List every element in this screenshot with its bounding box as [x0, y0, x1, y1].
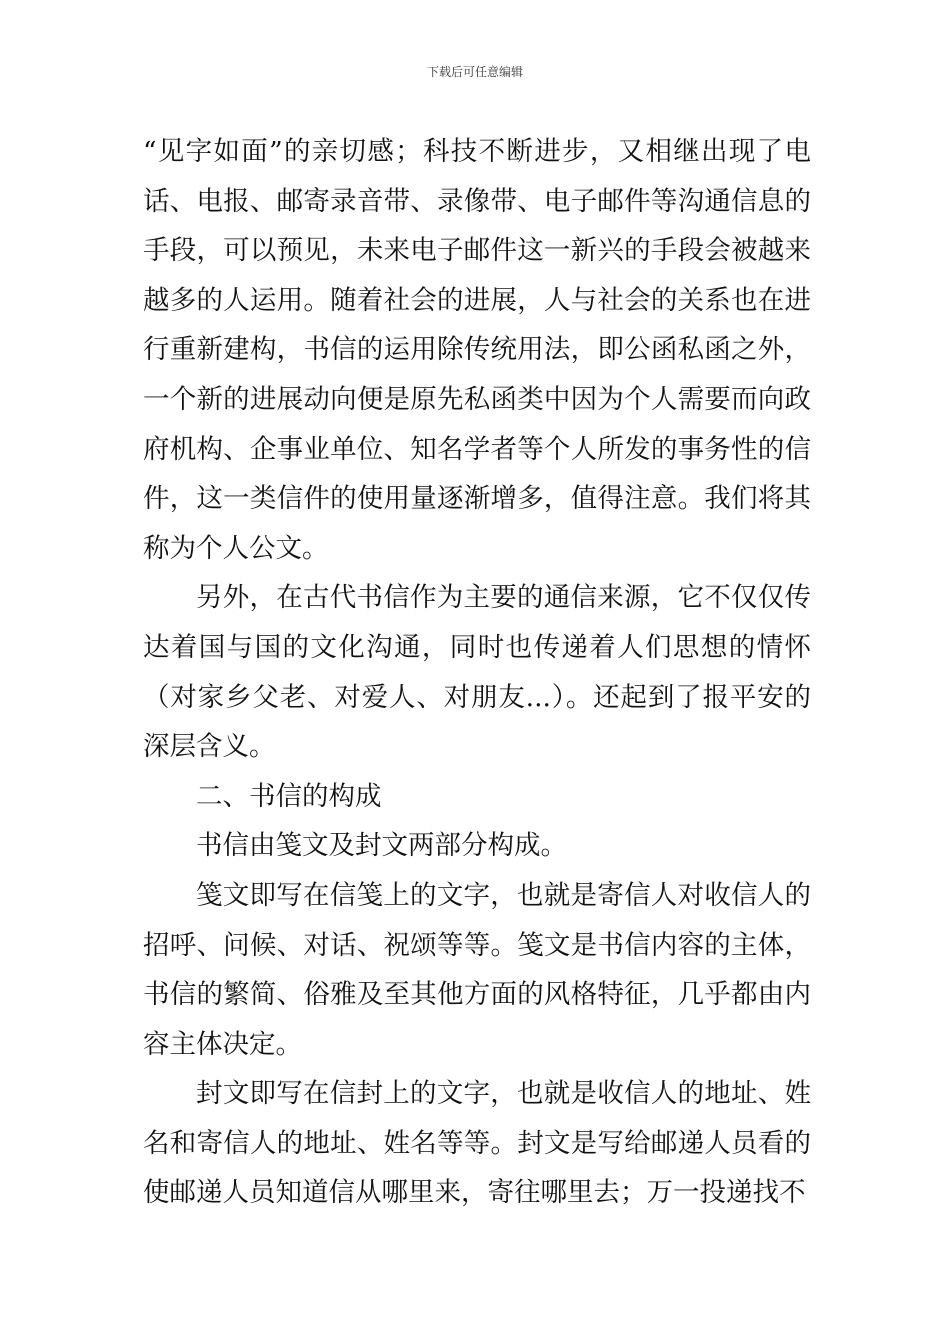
paragraph-envelope-text: 封文即写在信封上的文字，也就是收信人的地址、姓名和寄信人的地址、姓名等等。封文是写给邮递人员看的使邮递人员知道信从哪里来，寄往哪里去；万一投递找不	[143, 1078, 811, 1209]
paragraph-ancient-letters: 另外，在古代书信作为主要的通信来源，它不仅仅传达着国与国的文化沟通，同时也传递着人们思想的情怀（对家乡父老、对爱人、对朋友...）。还起到了报平安的深层含义。	[143, 582, 811, 763]
document-body	[143, 127, 811, 1218]
paragraph-continued: “见字如面”的亲切感；科技不断进步，又相继出现了电话、电报、邮寄录音带、录像带、电子邮件等沟通信息的手段，可以预见，未来电子邮件这一新兴的手段会被越来越多的人运用。随着社会的进展，人与社会的关系也在进行重新建构，书信的运用除传统用法，即公函私函之外，一个新的进展动向便是原先私函类中因为个人需要而向政府机构、企事业单位、知名学者等个人所发的事务性的信件，这一类信件的使用量逐渐增多，值得注意。我们将其称为个人公文。	[143, 136, 811, 564]
section-heading-letter-structure: 二、书信的构成	[196, 780, 382, 812]
page-header-note: 下载后可任意编辑	[426, 65, 523, 79]
paragraph-letter-body: 笺文即写在信笺上的文字，也就是寄信人对收信人的招呼、问候、对话、祝颂等等。笺文是书信内容的主体，书信的繁简、俗雅及至其他方面的风格特征，几乎都由内容主体决定。	[143, 879, 811, 1060]
paragraph-letter-composition: 书信由笺文及封文两部分构成。	[196, 830, 567, 862]
